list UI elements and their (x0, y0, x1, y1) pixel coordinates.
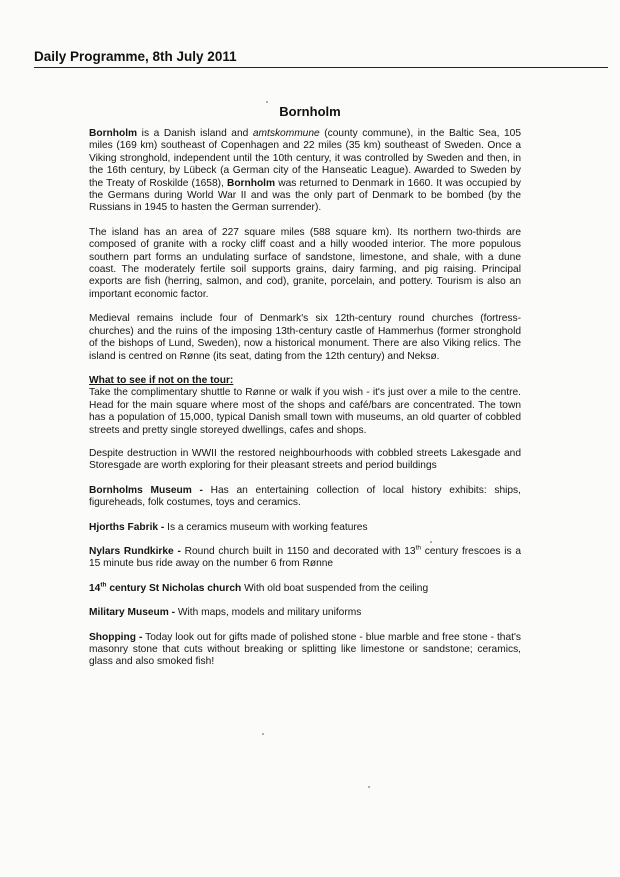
medieval-paragraph: Medieval remains include four of Denmark's six 12th-century round churches (fortress-churches) and the ruins of the imposing 13th-century castle of Hammerhus (former stronghold of the bishops of Lund, Sweden), now a historical monument. There are also Viking relics. The island is centred on Rønne (its seat, dating from the 12th century) and Neksø. (89, 313, 521, 362)
item-text: With maps, models and military uniforms (175, 607, 362, 619)
intro-amtskommune: amtskommune (252, 128, 320, 139)
item-text: Is a ceramics museum with working features (164, 521, 368, 533)
intro-text-1: is a Danish island and (137, 128, 253, 139)
item-title: Shopping - (89, 631, 143, 643)
item-title: century St Nicholas church (106, 582, 242, 594)
item-title: Hjorths Fabrik - (89, 521, 165, 533)
document-body (89, 128, 521, 681)
scan-speck (266, 101, 268, 103)
item-bornholms-museum (89, 485, 521, 510)
item-nylars-rundkirke (89, 546, 521, 571)
item-military-museum (89, 607, 521, 619)
what-to-see-text: Take the complimentary shuttle to Rønne or walk if you wish - it's just over a mile to the centre. Head for the main square where most of the shops and café/bars are concentrated. The town has a population of 15,000, typical Danish small town with museums, an old quarter of cobbled streets and pretty single storeyed dwellings, cafes and shops. (89, 387, 521, 436)
item-text: Today look out for gifts made of polished stone - blue marble and free stone - that's masonry stone that cuts without breaking or splitting like limestone or sandstone; ceramics, glass and also smoked fish! (89, 631, 521, 668)
item-title: Nylars Rundkirke - (89, 545, 181, 557)
what-to-see-heading: What to see if not on the tour: (89, 374, 234, 386)
intro-name-1: Bornholm (89, 128, 138, 139)
item-text: With old boat suspended from the ceiling (241, 582, 429, 594)
item-text: century frescoes is a 15 minute bus ride away on the number 6 from Rønne (89, 545, 521, 570)
ordinal-suffix: th (100, 581, 107, 589)
intro-text-2: (county commune), in the Baltic Sea, 105 miles (169 km) southeast of Copenhagen and 22 miles (35 km) southeast of Sweden. Once a Viking stronghold, independent until the 10th century, it was controlled by Sweden and then, in the 16th century, by Lübeck (a German city of the Hanseatic League). Awarded to Sweden by the Treaty of Roskilde (1658), (89, 128, 521, 189)
what-to-see-section (89, 375, 521, 437)
scan-speck (430, 541, 432, 543)
ordinal-suffix: th (415, 544, 422, 552)
intro-name-2: Bornholm (226, 177, 276, 189)
scan-speck (262, 733, 264, 735)
intro-paragraph (89, 128, 521, 215)
item-title-number: 14 (89, 582, 101, 594)
item-st-nicholas-church (89, 583, 521, 595)
geography-paragraph: The island has an area of 227 square miles (588 square km). Its northern two-thirds are composed of granite with a rocky cliff coast and a hilly wooded interior. The more populous southern part forms an undulating surface of sandstone, limestone, and shale, with a dune coast. The moderately fertile soil supports grains, dairy farming, and pig raising. Principal exports are fish (herring, salmon, and cod), granite, porcelain, and pottery. Tourism is also an important economic factor. (89, 226, 521, 300)
scan-speck (368, 786, 370, 788)
item-text: Has an entertaining collection of local history exhibits: ships, figureheads, folk costumes, toys and ceramics. (89, 484, 521, 509)
header-rule (34, 67, 608, 68)
wwii-paragraph: Despite destruction in WWII the restored neighbourhoods with cobbled streets Lakesgade and Storesgade are worth exploring for their pleasant streets and period buildings (89, 447, 521, 472)
item-text: Round church built in 1150 and decorated with 13 (180, 545, 416, 557)
item-title: Military Museum - (89, 607, 176, 619)
item-title: Bornholms Museum - (89, 484, 203, 496)
document-title: Bornholm (279, 104, 341, 119)
item-shopping (89, 632, 521, 669)
page-header-title: Daily Programme, 8th July 2011 (34, 49, 237, 64)
item-hjorths-fabrik (89, 522, 521, 534)
intro-text-3: was returned to Denmark in 1660. It was occupied by the Germans during World War II and was the only part of Denmark to be bombed (by the Russians in 1945 to hasten the German surrender). (89, 177, 521, 214)
